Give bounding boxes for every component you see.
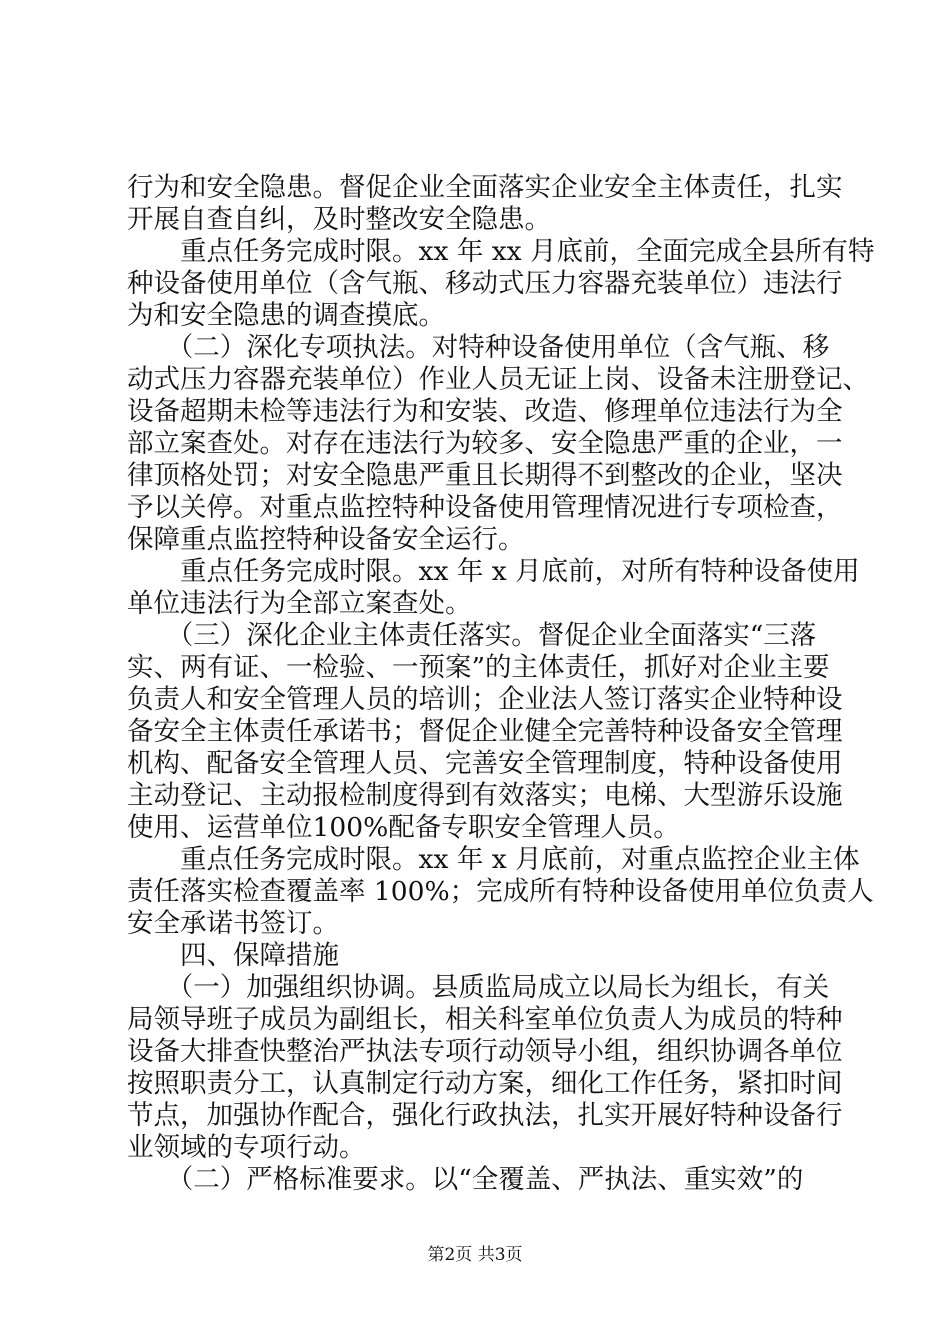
- body-line: 重点任务完成时限。xx 年 x 月底前，对重点监控企业主体: [127, 844, 860, 875]
- body-line: （三）深化企业主体责任落实。督促企业全面落实“三落: [127, 620, 817, 651]
- body-line: 设备超期未检等违法行为和安装、改造、修理单位违法行为全: [127, 396, 843, 427]
- body-line: （二）深化专项执法。对特种设备使用单位（含气瓶、移: [127, 332, 830, 363]
- page-footer: 第2页 共3页: [427, 1245, 523, 1265]
- body-line: （二）严格标准要求。以“全覆盖、严执法、重实效”的: [127, 1164, 804, 1195]
- body-line: 重点任务完成时限。xx 年 xx 月底前，全面完成全县所有特: [127, 236, 875, 267]
- body-line: 备安全主体责任承诺书；督促企业健全完善特种设备安全管理: [127, 716, 843, 747]
- body-line: 实、两有证、一检验、一预案”的主体责任，抓好对企业主要: [127, 652, 830, 683]
- body-line: （一）加强组织协调。县质监局成立以局长为组长，有关: [127, 972, 830, 1003]
- body-line: 安全承诺书签订。: [127, 908, 339, 939]
- body-line: 单位违法行为全部立案查处。: [127, 588, 472, 619]
- body-line: 开展自查自纠，及时整改安全隐患。: [127, 204, 551, 235]
- body-line: 业领域的专项行动。: [127, 1132, 366, 1163]
- body-line: 重点任务完成时限。xx 年 x 月底前，对所有特种设备使用: [127, 556, 860, 587]
- body-line: 动式压力容器充装单位）作业人员无证上岗、设备未注册登记、: [127, 364, 869, 395]
- body-line: 种设备使用单位（含气瓶、移动式压力容器充装单位）违法行: [127, 268, 843, 299]
- body-line: 律顶格处罚；对安全隐患严重且长期得不到整改的企业，坚决: [127, 460, 843, 491]
- body-line: 使用、运营单位100%配备专职安全管理人员。: [127, 812, 680, 843]
- body-line: 部立案查处。对存在违法行为较多、安全隐患严重的企业，一: [127, 428, 843, 459]
- body-line: 按照职责分工，认真制定行动方案，细化工作任务，紧扣时间: [127, 1068, 843, 1099]
- body-line: 为和安全隐患的调查摸底。: [127, 300, 445, 331]
- body-line: 局领导班子成员为副组长，相关科室单位负责人为成员的特种: [127, 1004, 843, 1035]
- body-line: 行为和安全隐患。督促企业全面落实企业安全主体责任，扎实: [127, 172, 843, 203]
- body-line: 负责人和安全管理人员的培训；企业法人签订落实企业特种设: [127, 684, 843, 715]
- body-line: 节点，加强协作配合，强化行政执法，扎实开展好特种设备行: [127, 1100, 843, 1131]
- body-line: 机构、配备安全管理人员、完善安全管理制度，特种设备使用: [127, 748, 843, 779]
- body-line: 予以关停。对重点监控特种设备使用管理情况进行专项检查，: [127, 492, 843, 523]
- body-line: 保障重点监控特种设备安全运行。: [127, 524, 525, 555]
- body-line: 责任落实检查覆盖率 100%；完成所有特种设备使用单位负责人: [127, 876, 874, 907]
- section-heading: 四、保障措施: [127, 940, 339, 971]
- body-line: 设备大排查快整治严执法专项行动领导小组，组织协调各单位: [127, 1036, 843, 1067]
- body-line: 主动登记、主动报检制度得到有效落实；电梯、大型游乐设施: [127, 780, 843, 811]
